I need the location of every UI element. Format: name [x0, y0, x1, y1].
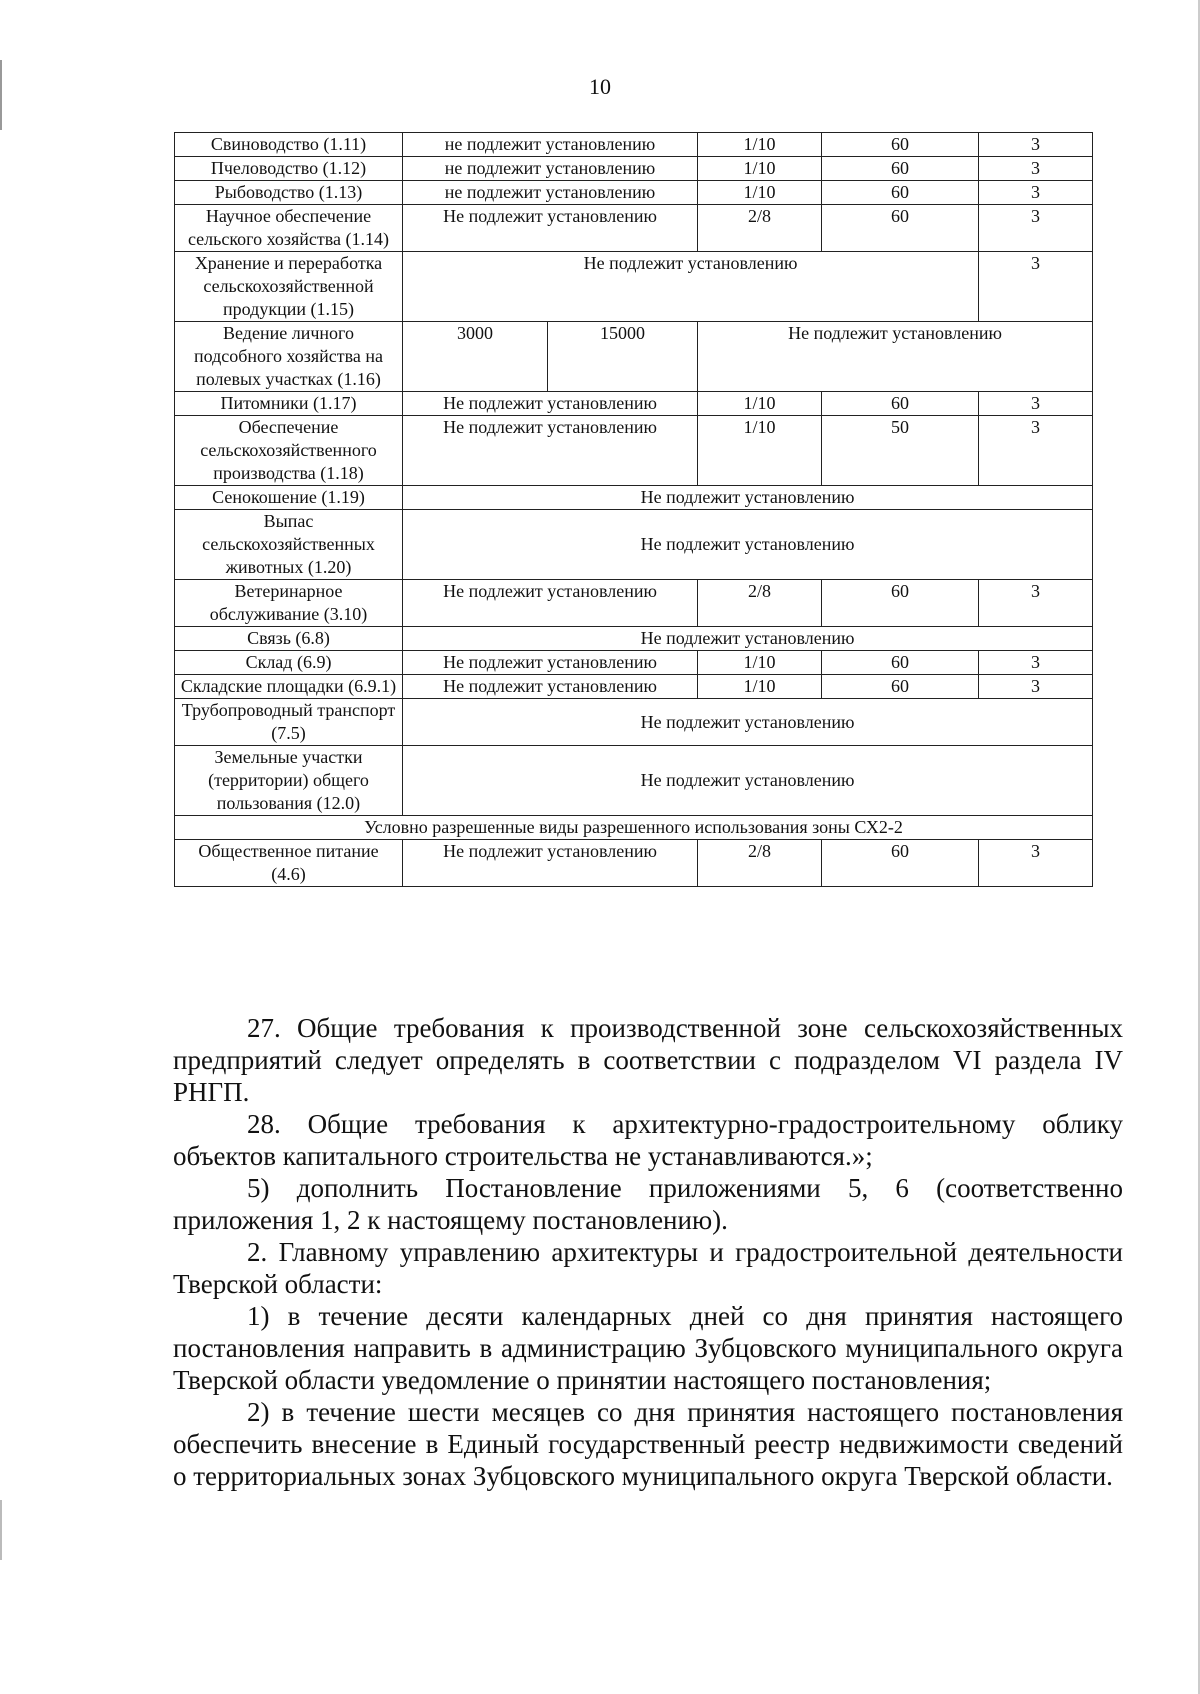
- coverage-cell: 60: [822, 392, 979, 416]
- limit-cell: не подлежит установлению: [403, 157, 698, 181]
- floors-cell: 2/8: [698, 840, 822, 887]
- limit-cell: не подлежит установлению: [403, 133, 698, 157]
- min-area-cell: 3000: [403, 322, 548, 392]
- limit-cell: Не подлежит установлению: [403, 416, 698, 486]
- coverage-cell: 60: [822, 675, 979, 699]
- use-type-cell: Рыбоводство (1.13): [175, 181, 403, 205]
- setback-cell: 3: [979, 840, 1093, 887]
- floors-cell: 1/10: [698, 392, 822, 416]
- table-row: [175, 181, 1093, 205]
- setback-cell: 3: [979, 133, 1093, 157]
- paragraph: 28. Общие требования к архитектурно-градостроительному облику объектов капитального строительства не устанавливаются.»;: [173, 1109, 1123, 1171]
- table-row: [175, 675, 1093, 699]
- floors-cell: 2/8: [698, 580, 822, 627]
- limit-cell: Не подлежит установлению: [403, 651, 698, 675]
- coverage-cell: 60: [822, 157, 979, 181]
- section-heading-cell: Условно разрешенные виды разрешенного использования зоны СХ2-2: [175, 816, 1093, 840]
- paragraph: 1) в течение десяти календарных дней со дня принятия настоящего постановления направить в администрацию Зубцовского муниципального округа Тверской области уведомление о принятии настоящего постановления;: [173, 1301, 1123, 1395]
- use-type-cell: Трубопроводный транспорт (7.5): [175, 699, 403, 746]
- setback-cell: 3: [979, 252, 1093, 322]
- table-row: [175, 133, 1093, 157]
- limit-cell: Не подлежит установлению: [403, 392, 698, 416]
- floors-cell: 1/10: [698, 651, 822, 675]
- table-section-row: [175, 816, 1093, 840]
- limit-cell: Не подлежит установлению: [403, 580, 698, 627]
- limit-cell: Не подлежит установлению: [403, 840, 698, 887]
- floors-cell: 1/10: [698, 133, 822, 157]
- table-row: [175, 651, 1093, 675]
- table-row: [175, 416, 1093, 486]
- setback-cell: 3: [979, 651, 1093, 675]
- use-type-cell: Выпас сельскохозяйственных животных (1.20): [175, 510, 403, 580]
- limit-cell: Не подлежит установлению: [403, 675, 698, 699]
- use-type-cell: Складские площадки (6.9.1): [175, 675, 403, 699]
- table-row: [175, 580, 1093, 627]
- limit-cell: Не подлежит установлению: [403, 510, 1093, 580]
- coverage-cell: 60: [822, 580, 979, 627]
- zone-regulations-table: [174, 132, 1093, 887]
- coverage-cell: 60: [822, 205, 979, 252]
- use-type-cell: Хранение и переработка сельскохозяйственной продукции (1.15): [175, 252, 403, 322]
- limit-cell: не подлежит установлению: [403, 181, 698, 205]
- limit-cell: Не подлежит установлению: [698, 322, 1093, 392]
- paragraph: 5) дополнить Постановление приложениями 5, 6 (соответственно приложения 1, 2 к настоящему постановлению).: [173, 1173, 1123, 1235]
- use-type-cell: Связь (6.8): [175, 627, 403, 651]
- floors-cell: 1/10: [698, 675, 822, 699]
- use-type-cell: Питомники (1.17): [175, 392, 403, 416]
- floors-cell: 1/10: [698, 181, 822, 205]
- use-type-cell: Земельные участки (территории) общего пользования (12.0): [175, 746, 403, 816]
- limit-cell: Не подлежит установлению: [403, 205, 698, 252]
- limit-cell: Не подлежит установлению: [403, 627, 1093, 651]
- scan-edge-mark: [0, 1500, 2, 1560]
- limit-cell: Не подлежит установлению: [403, 486, 1093, 510]
- setback-cell: 3: [979, 181, 1093, 205]
- page-number: 10: [589, 74, 611, 99]
- table-row: [175, 699, 1093, 746]
- paragraph: 27. Общие требования к производственной зоне сельскохозяйственных предприятий следует определять в соответствии с подразделом VI раздела IV РНГП.: [173, 1013, 1123, 1107]
- table-row: [175, 840, 1093, 887]
- floors-cell: 1/10: [698, 157, 822, 181]
- coverage-cell: 60: [822, 651, 979, 675]
- table-row: [175, 486, 1093, 510]
- coverage-cell: 60: [822, 181, 979, 205]
- table-row: [175, 746, 1093, 816]
- table-row: [175, 157, 1093, 181]
- use-type-cell: Сенокошение (1.19): [175, 486, 403, 510]
- table-row: [175, 627, 1093, 651]
- setback-cell: 3: [979, 157, 1093, 181]
- use-type-cell: Ветеринарное обслуживание (3.10): [175, 580, 403, 627]
- paragraph: 2) в течение шести месяцев со дня принятия настоящего постановления обеспечить внесение в Единый государственный реестр недвижимости сведений о территориальных зонах Зубцовского муниципального округа Тверской области.: [173, 1397, 1123, 1491]
- coverage-cell: 60: [822, 840, 979, 887]
- table-row: [175, 392, 1093, 416]
- use-type-cell: Пчеловодство (1.12): [175, 157, 403, 181]
- setback-cell: 3: [979, 580, 1093, 627]
- limit-cell: Не подлежит установлению: [403, 252, 979, 322]
- table-row: [175, 322, 1093, 392]
- table-row: [175, 205, 1093, 252]
- body-text: [173, 1012, 1123, 1492]
- coverage-cell: 50: [822, 416, 979, 486]
- use-type-cell: Обеспечение сельскохозяйственного производства (1.18): [175, 416, 403, 486]
- table-row: [175, 252, 1093, 322]
- table-row: [175, 510, 1093, 580]
- use-type-cell: Научное обеспечение сельского хозяйства (1.14): [175, 205, 403, 252]
- paragraph: 2. Главному управлению архитектуры и градостроительной деятельности Тверской области:: [173, 1237, 1123, 1299]
- use-type-cell: Склад (6.9): [175, 651, 403, 675]
- limit-cell: Не подлежит установлению: [403, 699, 1093, 746]
- setback-cell: 3: [979, 205, 1093, 252]
- floors-cell: 1/10: [698, 416, 822, 486]
- coverage-cell: 60: [822, 133, 979, 157]
- use-type-cell: Свиноводство (1.11): [175, 133, 403, 157]
- use-type-cell: Ведение личного подсобного хозяйства на полевых участках (1.16): [175, 322, 403, 392]
- setback-cell: 3: [979, 392, 1093, 416]
- max-area-cell: 15000: [548, 322, 698, 392]
- floors-cell: 2/8: [698, 205, 822, 252]
- use-type-cell: Общественное питание (4.6): [175, 840, 403, 887]
- setback-cell: 3: [979, 675, 1093, 699]
- limit-cell: Не подлежит установлению: [403, 746, 1093, 816]
- setback-cell: 3: [979, 416, 1093, 486]
